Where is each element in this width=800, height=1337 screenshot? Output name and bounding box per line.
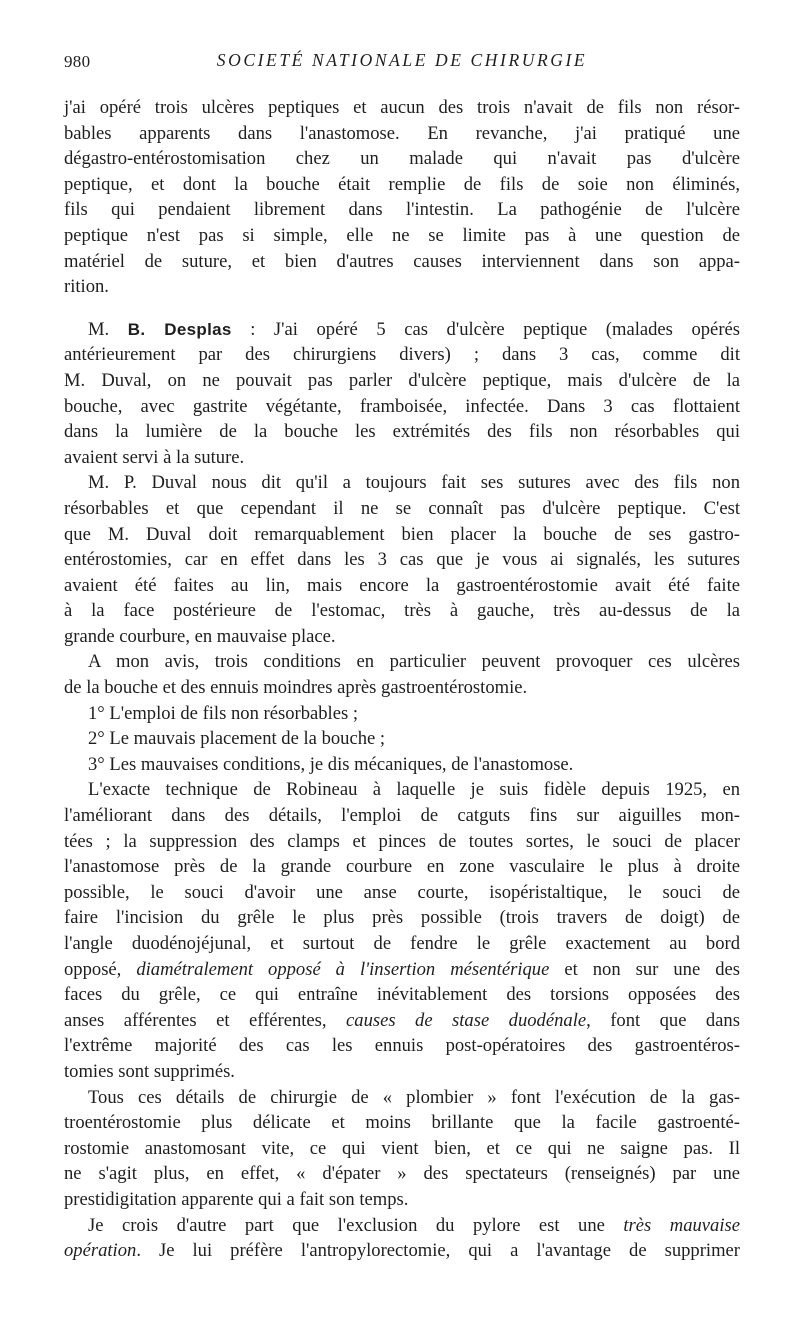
italic-run: causes de stase duodénale xyxy=(346,1009,587,1031)
text-line: l'angle duodénojéjunal, et surtout de fendre le grêle exactement au bord xyxy=(64,933,740,954)
text-line: peptique n'est pas si simple, elle ne se limite pas à une question de xyxy=(64,224,740,246)
paragraph-desplas-cont xyxy=(64,342,740,470)
text-line: troentérostomie plus délicate et moins brillante que la facile gastroenté- xyxy=(64,1112,740,1134)
text-run: et non sur une des xyxy=(549,958,740,980)
page-number: 980 xyxy=(64,52,91,71)
speaker-prefix: M. xyxy=(88,318,128,340)
text-line: avaient été faites au lin, mais encore la gastroentérostomie avait été faite xyxy=(64,574,740,596)
list-item: 2° Le mauvais placement de la bouche ; xyxy=(88,728,386,750)
text-line: prestidigitation apparente qui a fait son temps. xyxy=(64,1188,409,1210)
text-line: avaient servi à la suture. xyxy=(64,446,245,468)
italic-run: opération xyxy=(64,1240,137,1262)
text-line: A mon avis, trois conditions en particulier peuvent provoquer ces ulcères xyxy=(88,651,740,673)
text-line: bables apparents dans l'anastomose. En revanche, j'ai pratiqué une xyxy=(64,122,740,144)
text-line: bouche, avec gastrite végétante, framboisée, infectée. Dans 3 cas flottaient xyxy=(64,395,740,417)
text-line xyxy=(64,1213,740,1239)
text-line: tées ; la suppression des clamps et pinces de toutes sortes, le souci de placer xyxy=(64,830,740,852)
text-line: L'exacte technique de Robineau à laquelle je suis fidèle depuis 1925, en xyxy=(88,779,740,801)
paragraph-technique xyxy=(64,777,740,1084)
text-line: dans la lumière de la bouche les extrémités des fils non résorbables qui xyxy=(64,421,740,443)
text-line xyxy=(64,957,740,983)
text-line: fils qui pendaient librement dans l'intestin. La pathogénie de l'ulcère xyxy=(64,199,740,221)
text-line: entérostomies, car en effet dans les 3 cas que je vous ai signalés, les sutures xyxy=(64,549,740,571)
page-header xyxy=(64,50,740,80)
numbered-list xyxy=(64,701,740,778)
text-line: rition. xyxy=(64,276,109,298)
text-line: rostomie anastomosant vite, ce qui vient bien, et ce qui ne saigne pas. Il xyxy=(64,1137,740,1159)
text-line: dégastro-entérostomisation chez un malade qui n'avait pas d'ulcère xyxy=(64,148,740,170)
paragraph-conditions xyxy=(64,649,740,700)
text-line: tomies sont supprimés. xyxy=(64,1060,235,1082)
text-line: ne s'agit plus, en effet, « d'épater » des spectateurs (renseignés) par une xyxy=(64,1163,740,1185)
text-line: de la bouche et des ennuis moindres après gastroentérostomie. xyxy=(64,677,528,699)
text-run: : J'ai opéré 5 cas d'ulcère peptique (malades opérés xyxy=(231,318,740,340)
text-run: Je crois d'autre part que l'exclusion du pylore est une xyxy=(88,1214,624,1236)
paragraph-continuation xyxy=(64,95,740,300)
text-line: l'extrême majorité des cas les ennuis post-opératoires des gastroentéros- xyxy=(64,1035,740,1057)
text-line: j'ai opéré trois ulcères peptiques et aucun des trois n'avait de fils non résor- xyxy=(64,97,740,118)
text-line xyxy=(88,317,740,343)
text-run: anses afférentes et efférentes, xyxy=(64,1009,347,1031)
text-line: possible, le souci d'avoir une anse courte, isopéristaltique, le souci de xyxy=(64,881,740,903)
text-line: matériel de suture, et bien d'autres causes interviennent dans son appa- xyxy=(64,250,740,272)
text-line: M. Duval, on ne pouvait pas parler d'ulcère peptique, mais d'ulcère de la xyxy=(64,369,740,391)
text-line: l'améliorant dans des détails, l'emploi de catguts fins sur aiguilles mon- xyxy=(64,805,740,827)
list-item: 1° L'emploi de fils non résorbables ; xyxy=(88,702,359,724)
paragraph-duval xyxy=(64,470,740,649)
text-line: que M. Duval doit remarquablement bien placer la bouche de ses gastro- xyxy=(64,523,740,545)
text-run: opposé, xyxy=(64,958,137,980)
paragraph-plombier xyxy=(64,1085,740,1213)
paragraph-pylore xyxy=(64,1213,740,1264)
text-line: faces du grêle, ce qui entraîne inévitablement des torsions opposées des xyxy=(64,984,740,1006)
text-line: peptique, et dont la bouche était remplie de fils de soie non éliminés, xyxy=(64,173,740,195)
text-line: à la face postérieure de l'estomac, très à gauche, très au-dessus de la xyxy=(64,600,740,622)
italic-run: très mauvaise xyxy=(623,1214,740,1236)
text-line: résorbables et que cependant il ne se connaît pas d'ulcère peptique. C'est xyxy=(64,497,740,519)
body-text xyxy=(64,95,740,1264)
paragraph-desplas xyxy=(64,317,740,343)
text-run: . Je lui préfère l'antropylorectomie, qui a l'avantage de supprimer xyxy=(136,1240,740,1262)
running-title: SOCIETÉ NATIONALE DE CHIRURGIE xyxy=(216,50,588,70)
text-line: antérieurement par des chirurgiens divers) ; dans 3 cas, comme dit xyxy=(64,344,740,366)
text-line: grande courbure, en mauvaise place. xyxy=(64,625,336,647)
text-line xyxy=(64,1238,740,1264)
speaker-name: B. Desplas xyxy=(127,319,232,339)
list-item: 3° Les mauvaises conditions, je dis mécaniques, de l'anastomose. xyxy=(88,753,574,775)
text-line xyxy=(64,1008,740,1034)
text-line: l'anastomose près de la grande courbure en zone vasculaire le plus à droite xyxy=(64,856,740,878)
italic-run: diamétralement opposé à l'insertion mésentérique xyxy=(136,958,550,980)
text-line: M. P. Duval nous dit qu'il a toujours fait ses sutures avec des fils non xyxy=(88,472,740,494)
text-run: , font que dans xyxy=(586,1009,740,1031)
text-line: Tous ces détails de chirurgie de « plombier » font l'exécution de la gas- xyxy=(88,1086,740,1108)
text-line: faire l'incision du grêle le plus près possible (trois travers de doigt) de xyxy=(64,907,740,929)
